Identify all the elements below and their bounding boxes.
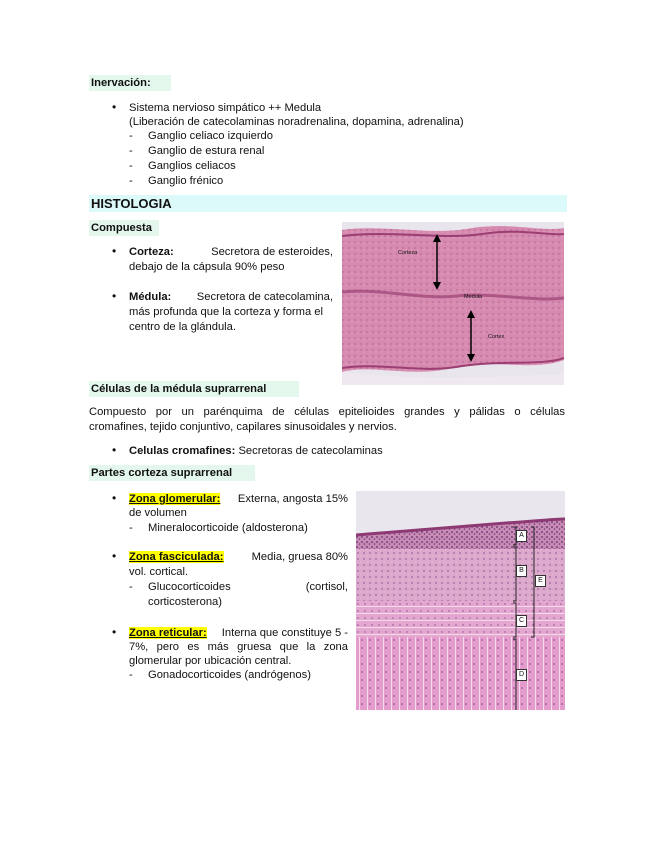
bullet-dot: • — [112, 244, 117, 258]
corteza-line2: debajo de la cápsula 90% peso — [129, 261, 285, 273]
inervacion-dash-item: Ganglio de estura renal — [148, 145, 265, 157]
inervacion-dash-item: Ganglio frénico — [148, 175, 224, 187]
bullet-dot: • — [112, 289, 117, 303]
medula-label: Médula: — [129, 291, 172, 303]
fasciculada-dash-line2: corticosterona) — [148, 596, 222, 608]
glomerular-text: Externa, angosta 15% — [237, 493, 348, 505]
cromafines-text: Secretoras de catecolaminas — [238, 445, 383, 457]
partes-heading: Partes corteza suprarrenal — [89, 465, 255, 481]
inervacion-dash-item: Ganglio celiaco izquierdo — [148, 130, 274, 142]
fasciculada-line2: vol. cortical. — [129, 566, 189, 578]
dash: - — [129, 522, 133, 534]
fasciculada-dash-a: Glucocorticoides — [148, 581, 231, 593]
dash: - — [129, 145, 133, 157]
cortex-zones-image — [356, 491, 565, 710]
medula-line2: más profunda que la corteza y forma el — [129, 306, 324, 318]
medula-text: Secretora de catecolamina, — [196, 291, 333, 303]
compuesta-heading: Compuesta — [89, 220, 159, 236]
arrowhead — [467, 354, 475, 362]
reticular-line3: glomerular por ubicación central. — [129, 655, 292, 667]
arrowhead — [433, 234, 441, 242]
corteza-text: Secretora de esteroides, — [211, 246, 333, 258]
bracket-e — [531, 527, 534, 637]
bullet-dot: • — [112, 100, 117, 114]
zone-label-c: C — [516, 615, 527, 627]
fasciculada-dash-line1 — [148, 580, 348, 594]
glomerular-label: Zona glomerular: — [129, 493, 221, 505]
glomerular-dash: Mineralocorticoide (aldosterona) — [148, 522, 308, 534]
figure1-label-cortex: Cortex — [488, 334, 505, 340]
corteza-line1 — [129, 245, 333, 259]
bullet-dot: • — [112, 549, 117, 563]
celulas-heading: Células de la médula suprarrenal — [89, 381, 299, 397]
adrenal-histology-image — [342, 222, 564, 385]
bullet-dot: • — [112, 443, 117, 457]
dash: - — [129, 160, 133, 172]
reticular-text: Interna que constituye 5 - — [221, 627, 348, 639]
zone-label-d: D — [516, 669, 527, 681]
celulas-paragraph-line2: cromafines, tejido conjuntivo, capilares sinusoidales y nervios. — [89, 421, 397, 433]
fasciculada-dash-b: (cortisol, — [305, 581, 348, 593]
celulas-paragraph-line1: Compuesto por un parénquima de células epitelioides grandes y pálidas o células — [89, 406, 565, 418]
reticular-line1 — [129, 626, 348, 640]
histologia-heading: HISTOLOGIA — [89, 195, 567, 212]
inervacion-bullet: Sistema nervioso simpático ++ Medula — [129, 102, 322, 114]
inervacion-bullet-line2: (Liberación de catecolaminas noradrenalina, dopamina, adrenalina) — [129, 116, 464, 128]
dash: - — [129, 669, 133, 681]
glomerular-line1 — [129, 492, 348, 506]
figure1-label-corteza: Corteza — [398, 250, 418, 256]
dash: - — [129, 581, 133, 593]
inervacion-heading: Inervación: — [89, 75, 171, 91]
dash: - — [129, 175, 133, 187]
figure1-label-medula: Medula — [464, 294, 483, 300]
reticular-dash: Gonadocorticoides (andrógenos) — [148, 669, 311, 681]
fasciculada-label: Zona fasciculada: — [129, 551, 224, 563]
glomerular-line2: de volumen — [129, 507, 187, 519]
bullet-dot: • — [112, 625, 117, 639]
corteza-label: Corteza: — [129, 246, 174, 258]
arrowhead — [433, 282, 441, 290]
bullet-dot: • — [112, 491, 117, 505]
arrowhead — [467, 310, 475, 318]
cromafines-label: Celulas cromafines: — [129, 445, 236, 457]
zone-label-a: A — [516, 530, 527, 542]
cromafines-line — [129, 444, 383, 458]
medula-line3: centro de la glándula. — [129, 321, 236, 333]
reticular-label: Zona reticular: — [129, 627, 207, 639]
medula-line1 — [129, 290, 333, 304]
zone-label-e: E — [535, 575, 546, 587]
dash: - — [129, 130, 133, 142]
inervacion-dash-item: Ganglios celiacos — [148, 160, 236, 172]
fasciculada-line1 — [129, 550, 348, 564]
fasciculada-text: Media, gruesa 80% — [251, 551, 348, 563]
zone-label-b: B — [516, 565, 527, 577]
reticular-line2: 7%, pero es más gruesa que la zona — [129, 641, 348, 653]
